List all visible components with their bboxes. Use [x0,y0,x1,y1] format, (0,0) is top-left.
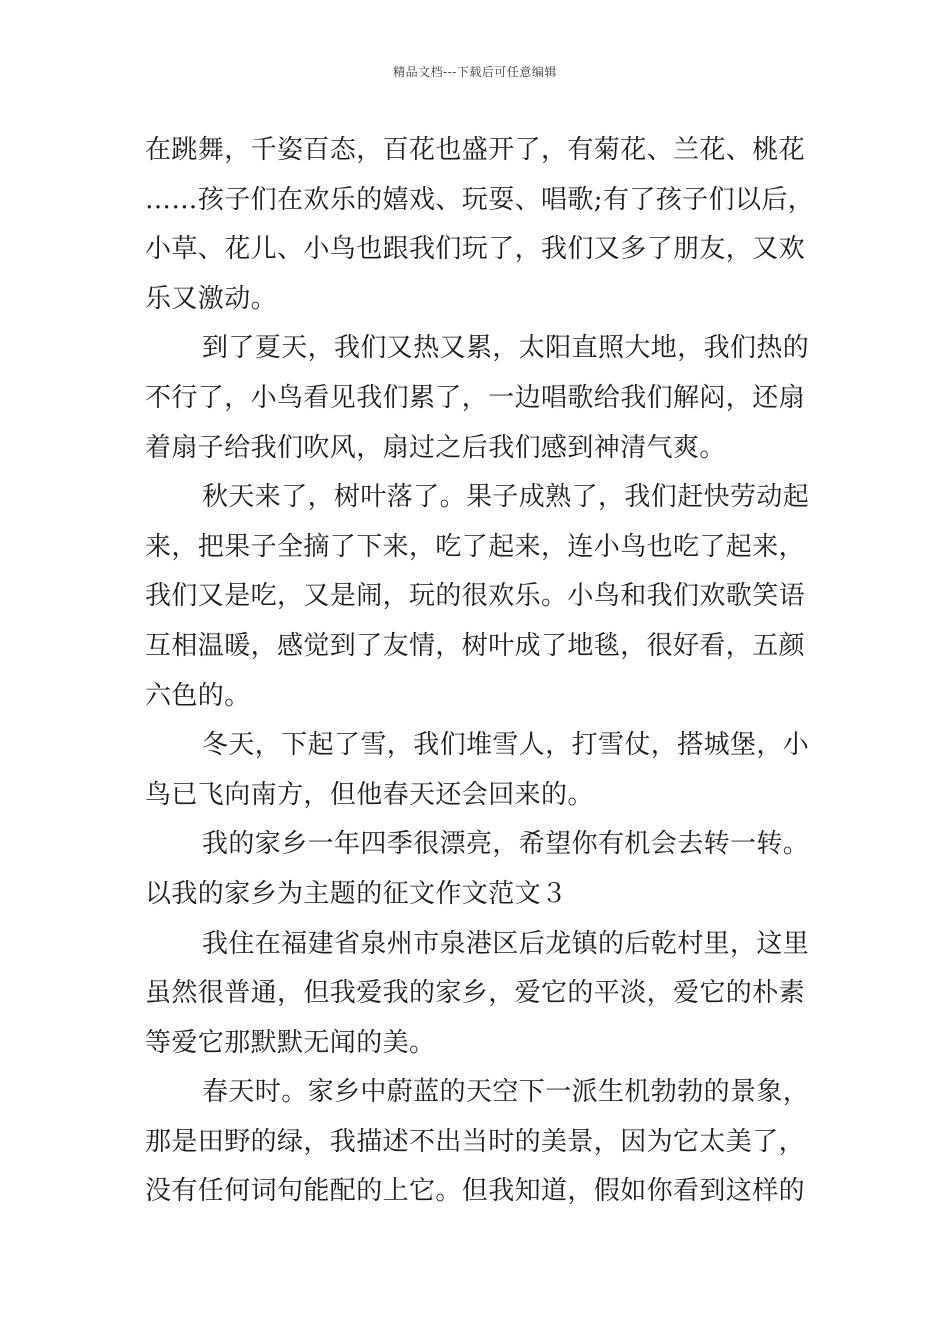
paragraph-first-line: 冬天，下起了雪，我们堆雪人，打雪仗，搭城堡，小 [202,730,810,761]
text-line: 没有任何词句能配的上它。但我知道，假如你看到这样的 [145,1176,806,1207]
text-line: 我们又是吃，又是闹，玩的很欢乐。小鸟和我们欢歌笑语 [145,581,806,612]
text-line: ……孩子们在欢乐的嬉戏、玩耍、唱歌;有了孩子们以后， [145,184,815,215]
page-header: 精品文档---下载后可任意编辑 [393,65,557,79]
document-body [145,126,815,1217]
paragraph-first-line: 秋天来了，树叶落了。果子成熟了，我们赶快劳动起 [202,482,810,513]
text-line: 着扇子给我们吹风，扇过之后我们感到神清气爽。 [145,432,726,463]
text-line: 小草、花儿、小鸟也跟我们玩了，我们又多了朋友，又欢 [145,234,806,265]
text-line: 不行了，小鸟看见我们累了，一边唱歌给我们解闷，还扇 [145,382,806,413]
text-line: 乐又激动。 [145,283,278,314]
paragraph-first-line: 到了夏天，我们又热又累，太阳直照大地，我们热的 [202,333,810,364]
text-line: 那是田野的绿，我描述不出当时的美景，因为它太美了， [145,1126,806,1157]
text-line: 来，把果子全摘了下来，吃了起来，连小鸟也吃了起来， [145,531,806,562]
text-line: 鸟已飞向南方，但他春天还会回来的。 [145,779,594,810]
paragraph-first-line: 我的家乡一年四季很漂亮，希望你有机会去转一转。 [202,829,810,860]
text-line: 等爱它那默默无闻的美。 [145,1027,436,1058]
text-line: 互相温暖，感觉到了友情，树叶成了地毯，很好看，五颜 [145,630,806,661]
section-title: 以我的家乡为主题的征文作文范文３ [145,878,568,909]
text-line: 虽然很普通，但我爱我的家乡，爱它的平淡，爱它的朴素 [145,978,806,1009]
text-line: 六色的。 [145,680,251,711]
text-line: 在跳舞，千姿百态，百花也盛开了，有菊花、兰花、桃花 [145,135,806,165]
paragraph-first-line: 春天时。家乡中蔚蓝的天空下一派生机勃勃的景象， [202,1077,810,1108]
paragraph-first-line: 我住在福建省泉州市泉港区后龙镇的后乾村里，这里 [202,928,810,959]
